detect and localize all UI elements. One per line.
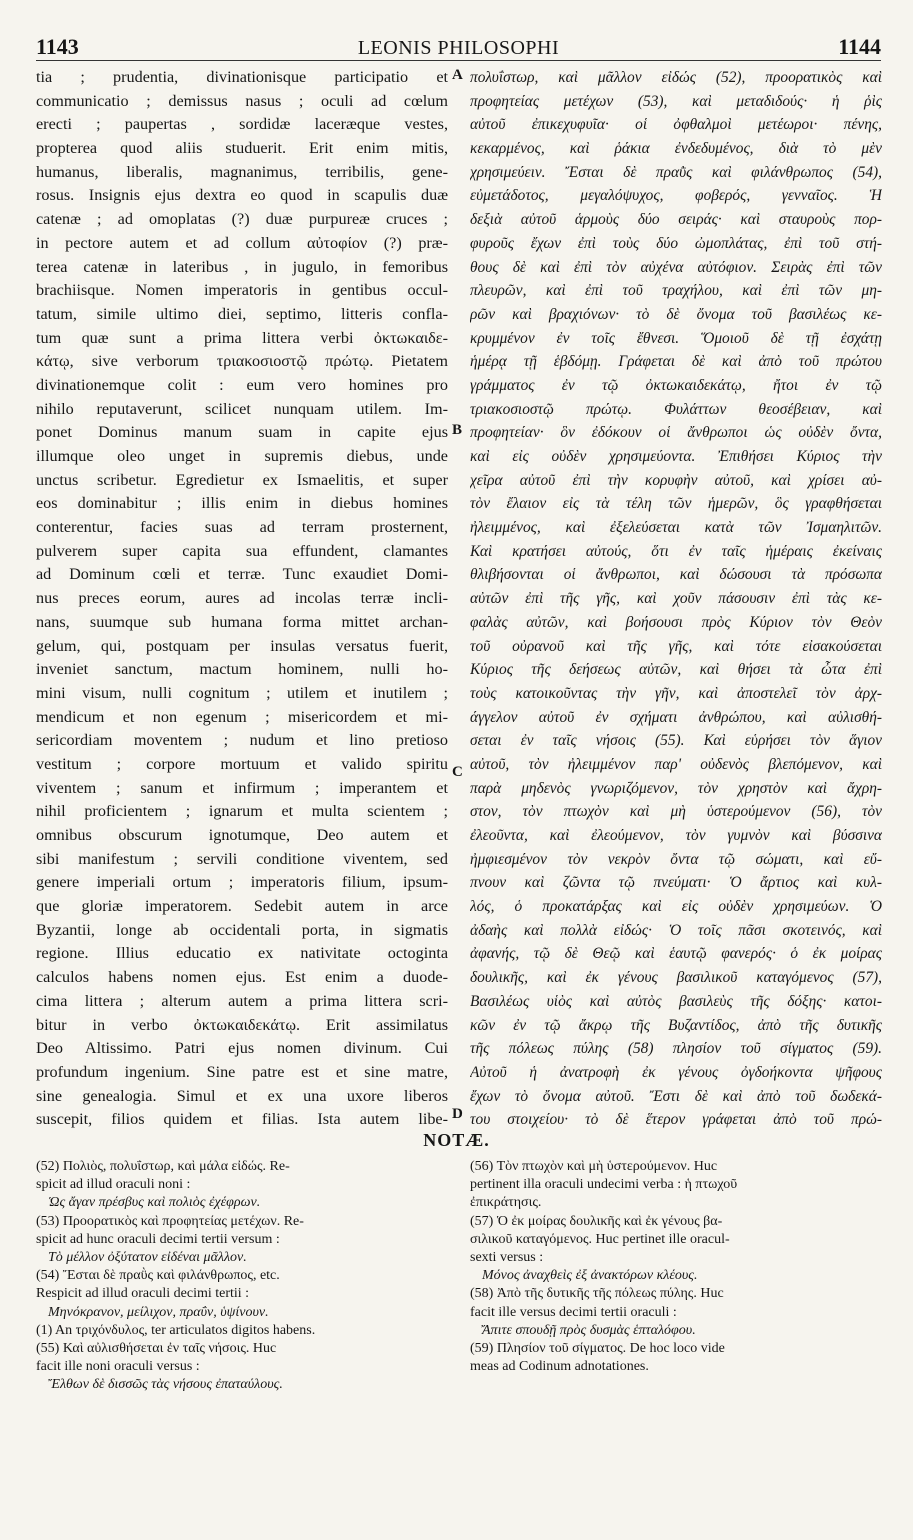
latin-text-line: nus preces eorum, aures ad incolas terræ incli-	[36, 589, 448, 608]
note-line: facit ille noni oraculi versus :	[36, 1359, 200, 1375]
latin-text-line: divinationemque colit : eum vero homines pro	[36, 375, 448, 394]
note-line: Ἄπιτε σπουδῇ πρὸς δυσμὰς ἑπταλόφου.	[482, 1322, 696, 1338]
greek-text-line: ἀφανής, τῷ δὲ Θεῷ καὶ ἑαυτῷ φανερός· ὁ ἐκ μοίρας	[470, 945, 882, 963]
greek-text-line: σεται ἐν ταῖς νήσοις (55). Καὶ εὑρήσει τὸν ἅγιον	[470, 732, 882, 750]
greek-text-line: Κύριος τῆς δεήσεως αὐτῶν, καὶ θήσει τὰ ὦτα ἐπὶ	[470, 661, 882, 679]
greek-text-line: τοὺς κατοικοῦντας τὴν γῆν, καὶ ἀποστελεῖ τὸν ἀρχ-	[470, 684, 882, 702]
greek-text-line: θους δὲ καὶ ἐπὶ τὸν αὐχένα αὐτόφιον. Σειρὰς ἐπὶ τῶν	[470, 258, 882, 276]
latin-text-line: erecti ; paupertas , sordidæ laceræque vestes,	[36, 115, 448, 134]
notes-left-column	[36, 1158, 448, 1394]
note-line: (56) Τὸν πτωχὸν καὶ μὴ ὑστερούμενον. Huc	[470, 1159, 718, 1174]
note-line: (57) Ὁ ἐκ μοίρας δουλικῆς καὶ ἐκ γένους βα-	[470, 1213, 723, 1229]
latin-text-line: tum quæ sunt a prima littera verbi ὀκτωκαιδε-	[36, 328, 448, 347]
latin-text-line: rosus. Insignis ejus dextra eo quod in scapulis duæ	[36, 186, 448, 205]
greek-text-line: ἠλειμμένος, καὶ ἐξελεύσεται κατὰ τῶν Ἰσμαηλιτῶν.	[470, 519, 882, 537]
note-line: Ὡς ἄγαν πρέσβυς καὶ πολιὸς ἐχέφρων.	[48, 1195, 261, 1211]
note-line: (1) An τριχόνδυλος, ter articulatos digitos habens.	[36, 1322, 316, 1338]
greek-text-line: προφητείαν· ὃν ἐδόκουν οἱ ἄνθρωποι ὡς οὐδὲν ὄντα,	[470, 424, 882, 442]
page-header	[36, 34, 881, 60]
greek-text-line: εὐμετάδοτος, μεγαλόψυχος, φοβερός, γενναῖος. Ἡ	[470, 187, 882, 205]
greek-text-line: θλιβήσονται οἱ ἄνθρωποι, καὶ δώσουσι τὰ πρόσωπα	[470, 566, 882, 584]
greek-text-line: αὐτοῦ ἐπικεχυφυῖα· οἱ ὀφθαλμοὶ μετέωροι· πένης,	[470, 116, 882, 134]
greek-text-line: φυροῦς ἔχων ἐπὶ τοὺς δύο ὠμοπλάτας, ἐπὶ τοῦ στή-	[470, 234, 882, 252]
note-line: meas ad Codinum adnotationes.	[470, 1359, 649, 1375]
greek-text-line: ἔχων τὸ ὄνομα αὐτοῦ. Ἔστι δὲ καὶ ἀπὸ τοῦ δωδεκά-	[470, 1087, 882, 1105]
greek-text-line: φαλὰς αὐτῶν, καὶ βοήσουσι πρὸς Κύριον τὸν Θεὸν	[470, 613, 882, 631]
note-line: facit ille versus decimi tertii oraculi :	[470, 1304, 677, 1320]
latin-text-line: pulverem super capita sua effundent, clamantes	[36, 541, 448, 560]
note-line: Μηνόκρανον, μείλιχον, πραΰν, ὑψίνουν.	[48, 1304, 269, 1320]
greek-text-line: τὸν ἔλαιον εἰς τὰ τέλη τῶν ἡμερῶν, ὃς γραφθήσεται	[470, 495, 882, 513]
greek-text-line: δεξιὰ αὐτοῦ ἁρμοὺς δύο σειράς· καὶ σταυροὺς πορ-	[470, 211, 882, 229]
greek-text-line: πολυΐστωρ, καὶ μᾶλλον εἰδώς (52), προορατικὸς καὶ	[470, 69, 882, 86]
latin-text-line: profundum ingenium. Sine patre est et sine matre,	[36, 1062, 448, 1081]
latin-text-line: omnibus obscurum ignotumque, Deo autem et	[36, 826, 448, 844]
latin-text-line: nihil proficientem ; ignarum et multa scientem ;	[36, 802, 448, 821]
latin-text-line: nihilo reputaverunt, scilicet nunquam utilem. Im-	[36, 399, 448, 418]
greek-text-line: του στοιχείου· τὸ δὲ ἕτερον γράφεται ἀπὸ τοῦ πρώ-	[470, 1111, 882, 1129]
latin-text-line: humanus, liberalis, magnanimus, terribilis, gene-	[36, 162, 448, 181]
greek-text-line: ἠμφιεσμένον τὸν νεκρὸν ὄντα τῷ σώματι, καὶ εὔ-	[470, 850, 882, 868]
note-line: Μόνος ἀναχθεὶς ἐξ ἀνακτόρων κλέους.	[482, 1268, 698, 1284]
greek-text-line: τοῦ οὐρανοῦ καὶ τῆς γῆς, καὶ τότε εἰσακούσεται	[470, 637, 882, 655]
latin-text-line: sine genealogia. Simul et ex una uxore liberos	[36, 1086, 448, 1105]
notes-right-column	[470, 1158, 882, 1376]
greek-text-line: τριακοσιοστῷ πρώτῳ. Φυλάττων θεοσέβειαν, καὶ	[470, 400, 882, 418]
greek-text-line: παρὰ μηδενὸς γνωριζόμενον, τὸν χρηστὸν καὶ ἄχρη-	[470, 779, 882, 797]
greek-text-line: στον, τὸν πτωχὸν καὶ μὴ ὑστερούμενον (56), τὸν	[470, 803, 882, 821]
margin-letter-d: D	[452, 1106, 463, 1122]
latin-text-line: tatum, simile ultimo diei, septimo, litteris confla-	[36, 304, 448, 323]
greek-text-line: Αὐτοῦ ἡ ἀνατροφὴ ἐκ γένους ὀγδοήκοντα ψῆφους	[470, 1063, 882, 1081]
latin-text-line: que gloriæ imperatorem. Sedebit autem in arce	[36, 897, 448, 916]
latin-text-line: regione. Illius educatio ex nativitate octoginta	[36, 944, 448, 963]
latin-text-line: conterentur, facies suas ad terram prosternent,	[36, 518, 448, 537]
greek-text-line: χρησιμεύειν. Ἔσται δὲ πραῢς καὶ φιλάνθρωπος (54),	[470, 163, 882, 181]
greek-text-line: ἐλεοῦντα, καὶ ἐλεούμενον, τὸν γυμνὸν καὶ βύσσινα	[470, 827, 882, 844]
note-line: (58) Ἀπὸ τῆς δυτικῆς τῆς πόλεως πύλης. Huc	[470, 1286, 724, 1302]
note-line: (59) Πλησίον τοῦ σίγματος. De hoc loco vide	[470, 1340, 725, 1356]
greek-text-line: κεκαρμένος, καὶ ῥάκια ἐνδεδυμένος, διὰ τὸ μὲν	[470, 140, 882, 158]
greek-text-line: πνουν καὶ ζῶντα τῷ πνεύματι· Ὁ ἄρτιος καὶ κυλ-	[470, 874, 882, 892]
latin-text-line: gelum, qui, postquam per insulas versatus fuerit,	[36, 636, 448, 655]
note-line: (52) Πολιὸς, πολυΐστωρ, καὶ μάλα εἰδώς. Re-	[36, 1159, 290, 1174]
latin-text-line: cima littera ; alterum autem a prima littera scri-	[36, 991, 448, 1010]
latin-text-line: nans, suumque sub humana forma mittet archan-	[36, 612, 448, 631]
latin-text-line: in pectore autem et ad collum αὐτοφίον (?) præ-	[36, 233, 448, 252]
greek-text-line: Καὶ κρατήσει αὐτούς, ὅτι ἐν ταῖς ἡμέραις ἐκείναις	[470, 542, 882, 560]
greek-text-line: ἡμέρᾳ τῇ ἑβδόμῃ. Γράφεται δὲ καὶ ἀπὸ τοῦ πρώτου	[470, 353, 882, 371]
latin-text-line: sericordiam moventem ; nudum et lino pretioso	[36, 731, 448, 750]
greek-text-line: κρυμμένον ἐν τοῖς ἔθνεσι. Ὅμοιοῦ δὲ τῇ ἐσχάτῃ	[470, 329, 882, 347]
latin-text-line: genere imperiali ortum ; imperatoris filium, ipsum-	[36, 873, 448, 892]
latin-text-line: Byzantii, longe ab occidentali porta, in sigmatis	[36, 920, 448, 939]
latin-text-line: ad Dominum cœli et terræ. Tunc exaudiet Domi-	[36, 565, 448, 584]
latin-text-line: inveniet sanctum, mactum hominem, nulli ho-	[36, 660, 448, 679]
right-page-number: 1144	[838, 34, 881, 59]
note-line: spicit ad hunc oraculi decimi tertii versum :	[36, 1231, 280, 1247]
note-line: Respicit ad illud oraculi decimi tertii :	[36, 1286, 250, 1302]
greek-text-line: άγγελον αὐτοῦ ἐν σχήματι ἀνθρώπου, καὶ αὐλισθή-	[470, 708, 882, 726]
note-line: Ἔλθων δὲ δισσῶς τὰς νήσους ἐπαταύλους.	[48, 1377, 283, 1393]
notae-heading: NOTÆ.	[423, 1130, 490, 1150]
greek-text-line: προφητείας μετέχων (53), καὶ μεταδιδούς· ἡ ῥὶς	[470, 92, 882, 110]
latin-text-line: viventem ; sanum et infirmum ; imperantem et	[36, 778, 448, 797]
note-line: Τὸ μέλλον ὀξύτατον εἰδέναι μᾶλλον.	[48, 1249, 247, 1265]
latin-text-line: mini visum, nulli cognitum ; utilem et inutilem ;	[36, 683, 448, 702]
latin-text-line: catenæ ; ad omoplatas (?) duæ purpureæ cruces ;	[36, 210, 448, 229]
latin-text-line: vestitum ; corpore mortuum et valido spiritu	[36, 754, 448, 773]
greek-text-line: λός, ὁ προκατάρξας καὶ εἰς οὐδὲν χρησιμεύων. Ὁ	[470, 898, 882, 916]
latin-text-line: suscepit, filios quidem et filias. Ista autem libe-	[36, 1110, 448, 1129]
latin-text-line: sibi manifestum ; servili conditione viventem, sed	[36, 849, 448, 868]
greek-text-line: γράμματος ἐν τῷ ὀκτωκαιδεκάτῳ, ἤτοι ἐν τῷ	[470, 376, 882, 394]
latin-text-line: bitur in verbo ὀκτωκαιδεκάτῳ. Erit assimilatus	[36, 1015, 448, 1034]
header-rule	[36, 60, 881, 61]
greek-text-line: καὶ εἰς οὐδὲν χρησιμεύοντα. Ἐπιθήσει Κύριος τὴν	[470, 448, 882, 465]
margin-letter-c: C	[452, 764, 463, 780]
latin-text-line: κάτῳ, sive verborum τριακοσιοστῷ πρώτῳ. Pietatem	[36, 352, 448, 371]
latin-text-line: calculos habens nomen ejus. Est enim a duode-	[36, 968, 448, 987]
latin-text-line: mendicum et non egenum ; misericordem et mi-	[36, 707, 448, 726]
latin-text-line: Deo Altissimo. Patri ejus nomen divinum. Cui	[36, 1039, 448, 1058]
note-line: (53) Προορατικὸς καὶ προφητείας μετέχων. Re-	[36, 1213, 304, 1229]
greek-text-line: ρῶν καὶ βραχιόνων· τὸ δὲ ὄνομα τοῦ βασιλέως κε-	[470, 305, 882, 323]
greek-text-line: τῆς πόλεως πύλης (58) πλησίον τοῦ σίγματος (59).	[470, 1040, 882, 1058]
greek-text-line: αὐτῶν ἐπὶ τῆς γῆς, καὶ χοῦν πάσουσιν ἐπὶ τὰς κε-	[470, 590, 882, 608]
note-line: spicit ad illud oraculi noni :	[36, 1177, 191, 1193]
note-line: (54) Ἔσται δὲ πραῢς καὶ φιλάνθρωπος, etc.	[36, 1268, 280, 1284]
note-line: ἐπικράτησις.	[470, 1195, 542, 1211]
greek-text-line: αὐτοῦ, τὸν ἠλειμμένον παρ' οὐδενὸς βλεπόμενον, καὶ	[470, 755, 882, 773]
note-line: (55) Καὶ αὐλισθήσεται ἐν ταῖς νήσοις. Huc	[36, 1340, 277, 1356]
greek-text-line: ἀδαὴς καὶ πολλὰ εἰδώς· Ὁ τοῖς πᾶσι σκοτεινός, καὶ	[470, 921, 882, 939]
latin-text-line: illumque oleo unget in supremis diebus, unde	[36, 447, 448, 465]
running-title: LEONIS PHILOSOPHI	[357, 37, 560, 59]
margin-letter-b: B	[452, 422, 463, 438]
latin-text-line: propterea quod aliis studuerit. Erit enim mitis,	[36, 139, 448, 158]
latin-text-line: communicatio ; demissus nasus ; oculi ad cœlum	[36, 91, 448, 110]
note-line: sexti versus :	[470, 1249, 544, 1265]
greek-text-line: Βασιλέως υἱὸς καὶ αὐτὸς βασιλεὺς τῆς δόξης· κατοι-	[470, 992, 882, 1010]
greek-text-line: χεῖρα αὐτοῦ ἐπὶ τὴν κορυφὴν αὐτοῦ, καὶ χρίσει αὐ-	[470, 471, 882, 489]
note-line: σιλικοῦ καταγόμενος. Huc pertinet ille oracul-	[470, 1231, 730, 1247]
latin-column	[36, 66, 448, 1132]
greek-text-line: κῶν ἐν τῷ ἄκρῳ τῆς Βυζαντίδος, ἀπὸ τῆς δυτικῆς	[470, 1016, 882, 1034]
margin-letter-a: A	[452, 67, 463, 83]
note-line: pertinent illa oraculi undecimi verba : ἡ πτωχοῦ	[470, 1177, 738, 1193]
latin-text-line: terea catenæ in lateribus , in jugulo, in femoribus	[36, 257, 448, 276]
greek-text-line: δουλικῆς, καὶ ἐκ γένους βασιλικοῦ καταγόμενος (57),	[470, 969, 882, 987]
latin-text-line: tia ; prudentia, divinationisque participatio et	[36, 68, 448, 86]
greek-text-line: πλευρῶν, καὶ ἐπὶ τοῦ τραχήλου, καὶ ἐπὶ τῶν μη-	[470, 282, 882, 300]
latin-text-line: unctus scribetur. Egredietur ex Ismaelitis, et super	[36, 470, 448, 489]
latin-text-line: ponet Dominus manum suam in capite ejus	[36, 423, 448, 442]
latin-text-line: eos dominabitur ; illis enim in diebus homines	[36, 494, 448, 513]
latin-text-line: brachiisque. Nomen imperatoris in gentibus occul-	[36, 281, 448, 300]
greek-column	[470, 66, 882, 1132]
left-page-number: 1143	[36, 34, 79, 59]
